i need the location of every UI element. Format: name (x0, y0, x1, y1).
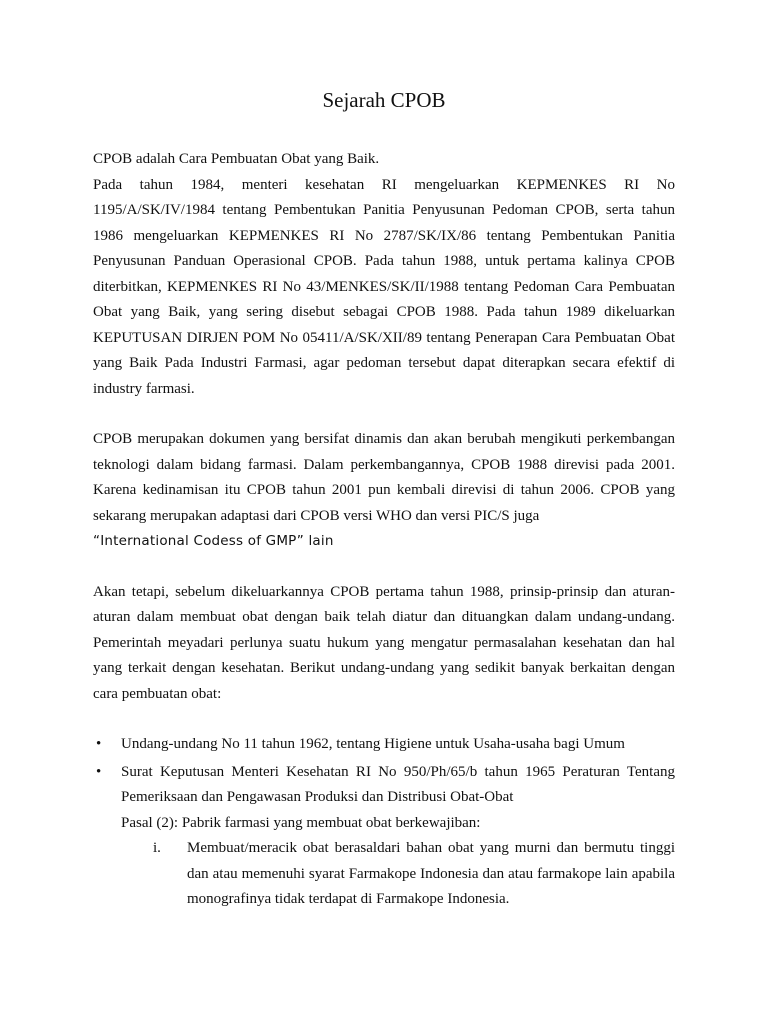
obligation-item-text: Membuat/meracik obat berasaldari bahan obat yang murni dan bermutu tinggi dan atau memenuhi syarat Farmakope Indonesia dan atau farmakope lain apabila monografinya tidak terdapat di Farmakope Indonesia. (187, 840, 675, 907)
paragraph-history: Pada tahun 1984, menteri kesehatan RI mengeluarkan KEPMENKES RI No 1195/A/SK/IV/1984 tentang Pembentukan Panitia Penyusunan Pedoman CPOB, serta tahun 1986 mengeluarkan KEPMENKES RI No 2787/SK/IX/86 tentang Pembentukan Panitia Penyusunan Panduan Operasional CPOB. Pada tahun 1988, untuk pertama kalinya CPOB diterbitkan, KEPMENKES RI No 43/MENKES/SK/II/1988 tentang Pedoman Cara Pembuatan Obat yang Baik, yang sering disebut sebagai CPOB 1988. Pada tahun 1989 dikeluarkan KEPUTUSAN DIRJEN POM No 05411/A/SK/XII/89 tentang Penerapan Cara Pembuatan Obat yang Baik Pada Industri Farmasi, agar pedoman tersebut dapat diterapkan secara efektif di industry farmasi. (93, 176, 675, 397)
paragraph-spacer (93, 555, 675, 580)
paragraph-definition: CPOB adalah Cara Pembuatan Obat yang Baik. (93, 151, 380, 167)
paragraph-dynamic-quote: “International Codess of GMP” lain (93, 533, 334, 549)
paragraph-dynamic-document (93, 427, 675, 555)
document-body (93, 147, 675, 913)
paragraph-spacer (93, 707, 675, 732)
regulation-list (93, 732, 675, 913)
paragraph-dynamic-text: CPOB merupakan dokumen yang bersifat dinamis dan akan berubah mengikuti perkembangan teknologi dalam bidang farmasi. Dalam perkembangannya, CPOB 1988 direvisi pada 2001. Karena kedinamisan itu CPOB tahun 2001 pun kembali direvisi di tahun 2006. CPOB yang sekarang merupakan adaptasi dari CPOB versi WHO dan versi PIC/S juga (93, 431, 675, 524)
bullet-icon: • (96, 736, 102, 752)
pasal-line: Pasal (2): Pabrik farmasi yang membuat obat berkewajiban: (121, 814, 481, 831)
regulation-item-text: Undang-undang No 11 tahun 1962, tentang Higiene untuk Usaha-usaha bagi Umum (121, 736, 625, 752)
regulation-list-item (93, 732, 675, 758)
paragraph-spacer (93, 402, 675, 427)
paragraph-regulations-intro: Akan tetapi, sebelum dikeluarkannya CPOB pertama tahun 1988, prinsip-prinsip dan aturan-aturan dalam membuat obat dengan baik telah diatur dan dituangkan dalam undang-undang. Pemerintah meyadari perlunya suatu hukum yang mengatur permasalahan kesehatan dan hal yang terkait dengan kesehatan. Berikut undang-undang yang sedikit banyak berkaitan dengan cara pembuatan obat: (93, 583, 675, 702)
bullet-icon: • (96, 763, 102, 780)
regulation-item-text: Surat Keputusan Menteri Kesehatan RI No 950/Ph/65/b tahun 1965 Peraturan Tentang Pemeriksaan dan Pengawasan Produksi dan Distribusi Obat-Obat (121, 763, 675, 805)
regulation-list-item (93, 760, 675, 913)
obligation-list-item (121, 836, 675, 913)
obligation-list (121, 836, 675, 913)
roman-numeral-marker: i. (153, 840, 161, 856)
document-title: Sejarah CPOB (322, 88, 446, 112)
